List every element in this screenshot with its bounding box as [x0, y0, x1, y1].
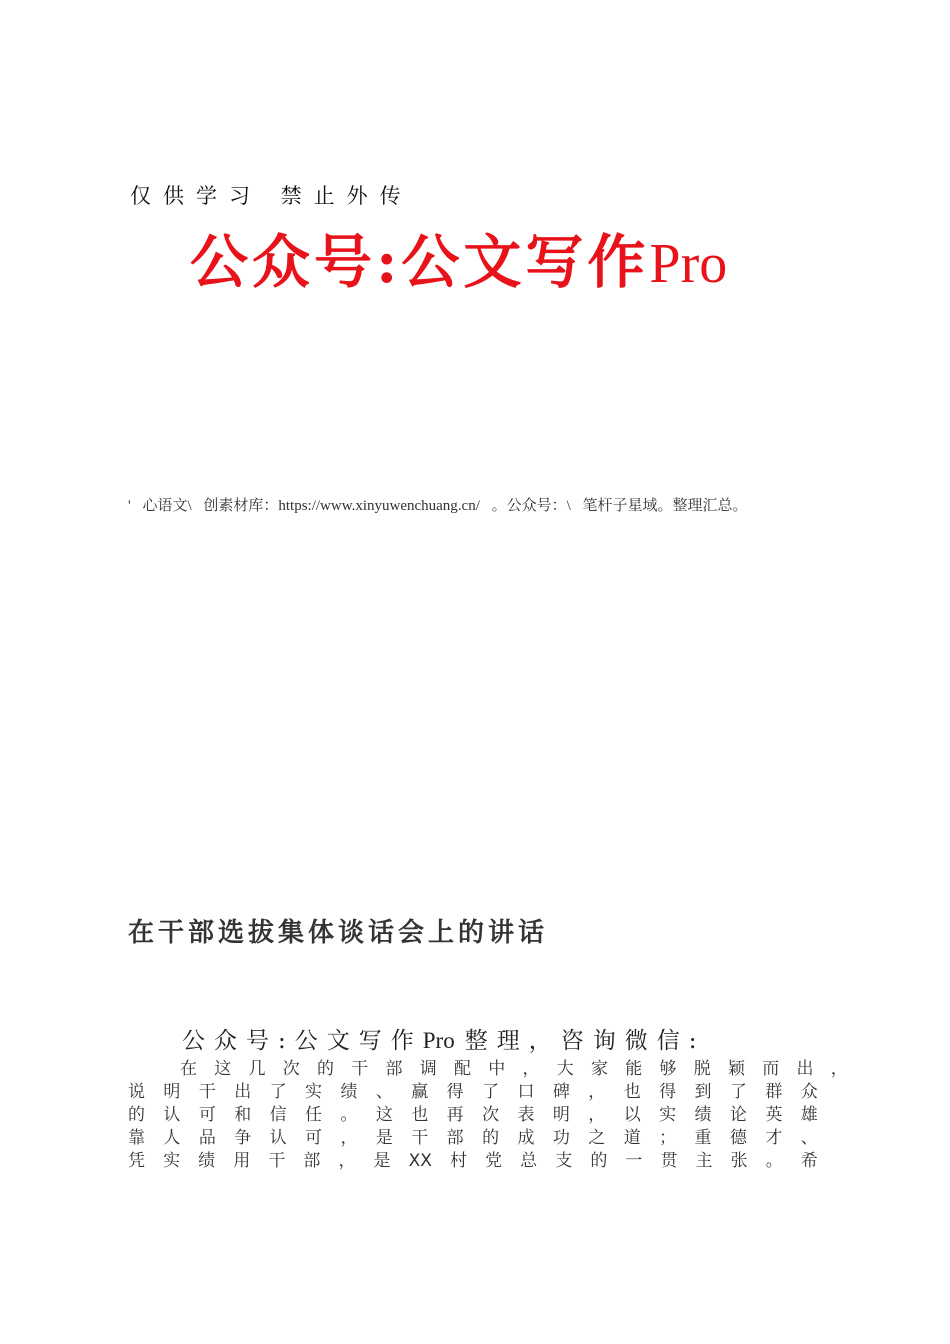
body-glyph: 干: [198, 1082, 216, 1102]
body-glyph: ，: [588, 1082, 606, 1102]
brand-main-text: 公众号:公文写作: [190, 228, 650, 296]
body-glyph: ，: [340, 1128, 358, 1148]
body-glyph: 大: [556, 1059, 574, 1079]
body-glyph: 是: [373, 1151, 391, 1171]
body-glyph: 之: [588, 1128, 606, 1148]
body-glyph: 够: [659, 1059, 677, 1079]
disclaimer-text: 仅供学习 禁止外传: [130, 184, 413, 208]
body-glyph: 群: [765, 1082, 783, 1102]
body-glyph: 能: [625, 1059, 643, 1079]
body-glyph: 。: [340, 1105, 358, 1125]
source-part-4: 。公众号：\: [491, 498, 571, 514]
source-part-2: 心语文\: [142, 498, 192, 514]
body-line: [128, 1150, 818, 1173]
body-glyph: 部: [385, 1059, 403, 1079]
body-glyph: ；: [659, 1128, 677, 1148]
body-glyph: 也: [623, 1082, 641, 1102]
body-paragraph: [128, 1058, 848, 1173]
body-glyph: 村: [450, 1151, 467, 1171]
body-glyph: 德: [729, 1128, 747, 1148]
body-glyph: 的: [317, 1059, 334, 1079]
body-glyph: 的: [482, 1128, 500, 1148]
body-glyph: 贯: [660, 1151, 678, 1171]
body-glyph: 配: [454, 1059, 471, 1079]
body-glyph: 雄: [800, 1105, 818, 1125]
body-glyph: 调: [419, 1059, 437, 1079]
body-glyph: 靠: [128, 1128, 145, 1148]
body-glyph: 几: [248, 1059, 266, 1079]
body-line: [128, 1058, 848, 1081]
body-glyph: 论: [729, 1105, 747, 1125]
body-glyph: 得: [446, 1082, 464, 1102]
subtitle-suffix: 整理，咨询微信:: [464, 1028, 706, 1054]
body-glyph: 而: [762, 1059, 780, 1079]
body-glyph: 实: [305, 1082, 323, 1102]
body-glyph: 支: [555, 1151, 573, 1171]
subtitle-pro: Pro: [422, 1028, 455, 1053]
body-line: [128, 1104, 818, 1127]
brand-pro-text: Pro: [649, 233, 728, 295]
body-glyph: 得: [659, 1082, 677, 1102]
body-glyph: 。: [765, 1151, 783, 1171]
body-glyph: 了: [269, 1082, 287, 1102]
body-glyph: 一: [625, 1151, 643, 1171]
body-glyph: ，: [830, 1059, 848, 1079]
body-glyph: 任: [305, 1105, 323, 1125]
body-glyph: 党: [485, 1151, 503, 1171]
body-glyph: 绩: [198, 1151, 216, 1171]
source-part-1: ': [128, 498, 131, 514]
body-glyph: 的: [590, 1151, 608, 1171]
body-glyph: 再: [446, 1105, 464, 1125]
body-glyph: 说: [128, 1082, 145, 1102]
source-link-text: 创素材库：https://www.xinyuwenchuang.cn/: [203, 498, 480, 514]
body-glyph: 张: [730, 1151, 748, 1171]
body-glyph: 人: [163, 1128, 181, 1148]
body-glyph: 众: [800, 1082, 818, 1102]
body-glyph: 次: [282, 1059, 300, 1079]
source-part-5: 笔杆子星域。整理汇总。: [582, 498, 748, 514]
brand-banner: [190, 226, 727, 300]
body-glyph: 凭: [128, 1151, 145, 1171]
body-glyph: 功: [552, 1128, 570, 1148]
body-glyph: 这: [214, 1059, 232, 1079]
body-glyph: 重: [694, 1128, 712, 1148]
body-glyph: 碑: [552, 1082, 570, 1102]
body-glyph: 的: [128, 1105, 145, 1125]
body-glyph: 明: [552, 1105, 570, 1125]
body-glyph: 可: [305, 1128, 323, 1148]
body-glyph: 希: [800, 1151, 818, 1171]
body-line: [128, 1081, 818, 1104]
body-glyph: 了: [729, 1082, 747, 1102]
body-glyph: 信: [269, 1105, 287, 1125]
body-glyph: 赢: [411, 1082, 429, 1102]
body-glyph: 脱: [693, 1059, 711, 1079]
body-glyph: 绩: [694, 1105, 712, 1125]
body-glyph: 明: [163, 1082, 181, 1102]
body-glyph: 道: [623, 1128, 641, 1148]
body-glyph: 争: [234, 1128, 252, 1148]
body-glyph: 家: [591, 1059, 608, 1079]
body-glyph: 中: [488, 1059, 506, 1079]
body-glyph: 干: [268, 1151, 286, 1171]
body-line: [128, 1127, 818, 1150]
body-glyph: 出: [234, 1082, 252, 1102]
document-subtitle: [182, 1022, 705, 1055]
body-glyph: ，: [522, 1059, 540, 1079]
body-glyph: 到: [694, 1082, 712, 1102]
body-glyph: 是: [375, 1128, 393, 1148]
body-glyph: 和: [234, 1105, 252, 1125]
body-glyph: 品: [198, 1128, 216, 1148]
body-glyph: 部: [303, 1151, 321, 1171]
subtitle-prefix: 公众号:公文写作: [182, 1028, 423, 1054]
body-glyph: 、: [800, 1128, 818, 1148]
body-glyph: 出: [796, 1059, 814, 1079]
body-glyph: 次: [482, 1105, 500, 1125]
body-glyph: 在: [180, 1059, 197, 1079]
body-glyph: 、: [375, 1082, 393, 1102]
body-glyph: 用: [233, 1151, 251, 1171]
body-glyph: XX: [408, 1151, 432, 1171]
body-glyph: 可: [198, 1105, 216, 1125]
body-glyph: 英: [765, 1105, 783, 1125]
body-glyph: 认: [163, 1105, 181, 1125]
body-glyph: 绩: [340, 1082, 358, 1102]
body-glyph: 也: [411, 1105, 429, 1125]
body-glyph: 以: [623, 1105, 641, 1125]
body-glyph: 实: [659, 1105, 677, 1125]
source-attribution: [128, 494, 756, 515]
body-glyph: 认: [269, 1128, 287, 1148]
body-glyph: ，: [588, 1105, 606, 1125]
body-glyph: 才: [765, 1128, 783, 1148]
body-glyph: 干: [411, 1128, 429, 1148]
body-glyph: 成: [517, 1128, 535, 1148]
document-title: 在干部选拔集体谈话会上的讲话: [128, 918, 549, 948]
body-glyph: 干: [351, 1059, 369, 1079]
body-glyph: 这: [375, 1105, 393, 1125]
body-glyph: 表: [517, 1105, 535, 1125]
body-glyph: 主: [695, 1151, 713, 1171]
body-glyph: 颖: [728, 1059, 745, 1079]
body-glyph: ，: [338, 1151, 356, 1171]
body-glyph: 口: [517, 1082, 535, 1102]
body-glyph: 部: [446, 1128, 464, 1148]
body-glyph: 总: [520, 1151, 538, 1171]
body-glyph: 实: [163, 1151, 181, 1171]
body-glyph: 了: [482, 1082, 500, 1102]
